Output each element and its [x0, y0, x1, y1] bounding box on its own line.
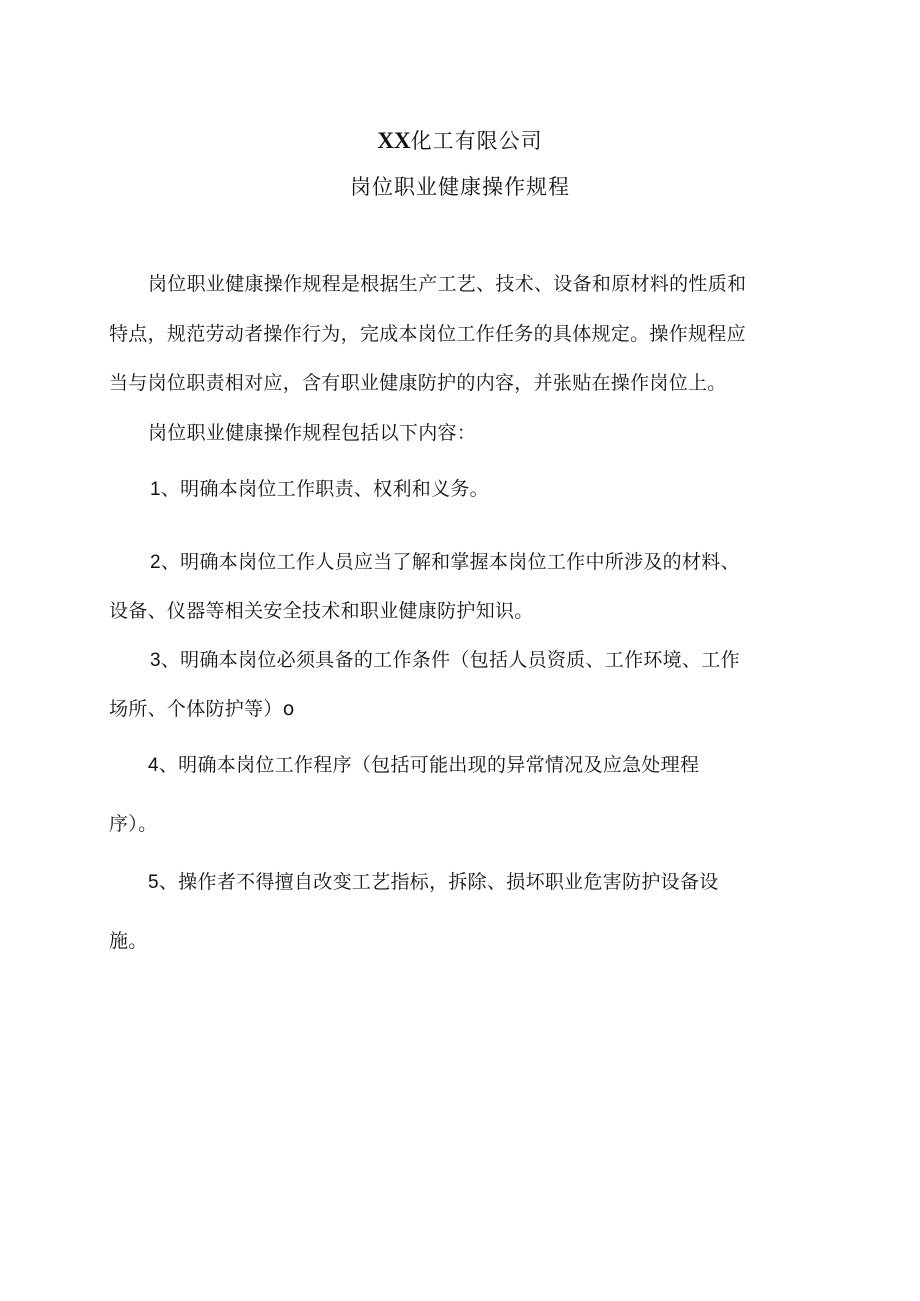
item-number: 1	[150, 479, 161, 500]
item-4-line-2: 序）。	[109, 813, 158, 835]
item-4-line-1	[148, 756, 858, 775]
item-5-line-2: 施。	[109, 930, 148, 952]
item-number: 5	[148, 872, 159, 893]
intro-summary-line: 岗位职业健康操作规程包括以下内容：	[148, 422, 477, 444]
item-5-line-1	[148, 873, 858, 892]
item-2-line-1	[150, 553, 860, 572]
item-1-line-1	[150, 480, 860, 499]
item-2-line-2: 设备、仪器等相关安全技术和职业健康防护知识。	[109, 600, 534, 622]
item-text: 、明确本岗位工作人员应当了解和掌握本岗位工作中所涉及的材料、	[160, 551, 740, 573]
item-text: 、明确本岗位工作程序（包括可能出现的异常情况及应急处理程	[158, 754, 700, 776]
intro-paragraph-line-3: 当与岗位职责相对应，含有职业健康防护的内容，并张贴在操作岗位上。	[109, 372, 727, 394]
intro-paragraph-line-2: 特点，规范劳动者操作行为，完成本岗位工作任务的具体规定。操作规程应	[109, 323, 746, 345]
company-name	[0, 129, 920, 152]
item-number: 3	[150, 650, 161, 671]
item-3-line-1	[150, 651, 860, 670]
item-text: 、操作者不得擅自改变工艺指标，拆除、损坏职业危害防护设备设	[158, 871, 719, 893]
document-title: 岗位职业健康操作规程	[350, 175, 570, 199]
company-name-rest: 化工有限公司	[410, 129, 543, 153]
item-3-line-2: 场所、个体防护等）o	[109, 698, 295, 720]
item-text: 、明确本岗位必须具备的工作条件（包括人员资质、工作环境、工作	[160, 649, 740, 671]
item-text: 、明确本岗位工作职责、权利和义务。	[160, 478, 489, 500]
item-number: 2	[150, 552, 161, 573]
item-number: 4	[148, 755, 159, 776]
intro-paragraph-line-1: 岗位职业健康操作规程是根据生产工艺、技术、设备和原材料的性质和	[148, 273, 747, 295]
company-prefix: XX	[377, 128, 411, 153]
